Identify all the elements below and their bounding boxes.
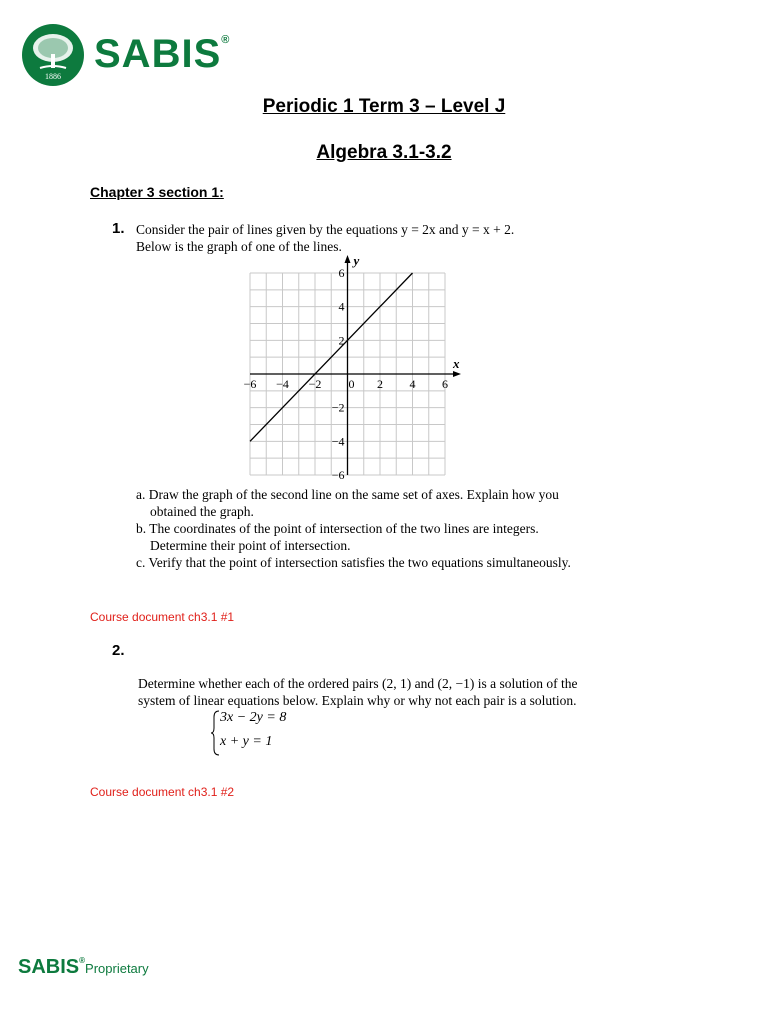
- course-reference-2: Course document ch3.1 #2: [90, 785, 235, 799]
- y-axis-arrow-icon: [345, 255, 351, 263]
- x-tick-label: −6: [243, 377, 257, 391]
- y-tick-label: 6: [338, 266, 345, 280]
- part-b: b. The coordinates of the point of intersection of the two lines are integers.: [136, 521, 539, 536]
- part-a-cont: obtained the graph.: [150, 504, 254, 519]
- question-1-line-2: Below is the graph of one of the lines.: [136, 239, 342, 254]
- equation-1: 3x − 2y = 8: [220, 710, 287, 725]
- x-tick-label: 2: [377, 377, 383, 391]
- brace-icon: [210, 710, 220, 756]
- course-reference-1: Course document ch3.1 #1: [90, 610, 235, 624]
- y-tick-label: 2: [338, 333, 345, 348]
- line-graph: [235, 255, 465, 480]
- x-axis-arrow-icon: [453, 371, 461, 377]
- x-tick-label: 0: [348, 377, 355, 391]
- question-2-number: 2.: [112, 642, 125, 659]
- x-tick-label: −4: [276, 377, 289, 391]
- y-axis-label: y: [353, 255, 360, 268]
- part-a: a. Draw the graph of the second line on the same set of axes. Explain how you: [136, 487, 559, 502]
- document-title: Periodic 1 Term 3 – Level J: [262, 96, 506, 117]
- question-1-intro: [136, 221, 656, 255]
- question-2-text: [138, 675, 658, 709]
- document-subtitle: Algebra 3.1-3.2: [316, 142, 452, 163]
- equation-system: [210, 710, 330, 756]
- question-1-line-1: Consider the pair of lines given by the equations y = 2x and y = x + 2.: [136, 222, 515, 237]
- x-tick-label: 4: [409, 377, 416, 391]
- brand-name: SABIS®: [94, 32, 231, 76]
- equation-2: x + y = 1: [220, 734, 273, 749]
- x-tick-label: 6: [442, 377, 448, 391]
- question-1-parts: [136, 486, 656, 571]
- x-tick-label: −2: [308, 377, 322, 391]
- logo-year: 1886: [45, 72, 61, 81]
- part-c: c. Verify that the point of intersection satisfies the two equations simultaneously.: [136, 555, 571, 570]
- y-tick-label: −6: [331, 468, 345, 480]
- y-tick-label: −4: [331, 434, 345, 449]
- y-tick-label: −2: [331, 400, 345, 415]
- footer-brand: SABIS®Proprietary: [18, 956, 149, 978]
- sabis-tree-logo: [22, 24, 84, 86]
- question-1-number: 1.: [112, 220, 125, 237]
- question-2-line-1: Determine whether each of the ordered pairs (2, 1) and (2, −1) is a solution of the: [138, 676, 578, 691]
- y-tick-label: 4: [338, 299, 345, 314]
- part-b-cont: Determine their point of intersection.: [150, 538, 351, 553]
- chapter-heading: Chapter 3 section 1:: [90, 184, 224, 200]
- x-axis-label: x: [453, 356, 460, 371]
- question-2-line-2: system of linear equations below. Explain why or why not each pair is a solution.: [138, 693, 577, 708]
